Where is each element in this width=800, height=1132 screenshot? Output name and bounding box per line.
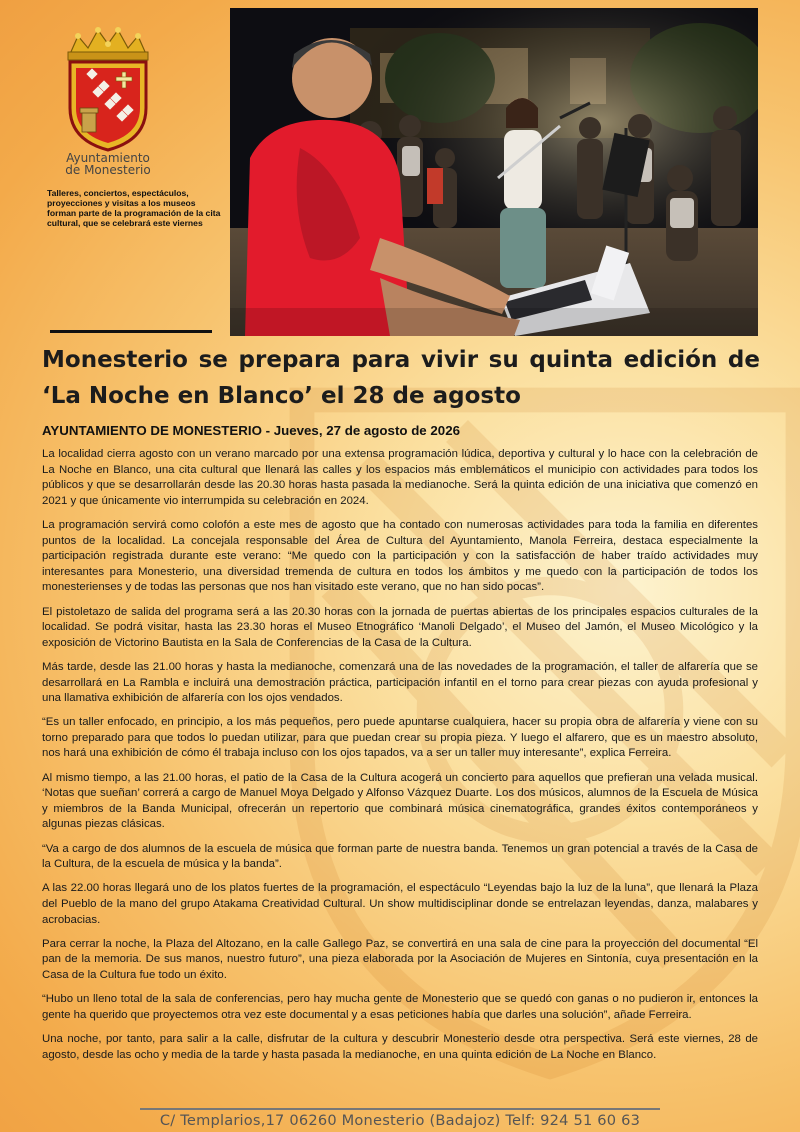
article-paragraph: Más tarde, desde las 21.00 horas y hasta la medianoche, comenzará una de las novedades de la programación, el taller de alfarería que se desarrollará en La Rambla e incluirá una demostración práctica, participación infantil en el torno para crear piezas con ayuda profesional y una llamativa exhibición de alfarería con los ojos vendados. [42,660,758,705]
article-paragraph: La localidad cierra agosto con un verano marcado por una extensa programación lúdica, deportiva y cultural y lo hace con la celebración de La Noche en Blanco, una cita cultural que llenará las calles y los espacios más emblemáticos el municipio con actividades para todos los públicos y que se desarrollarán desde las 20.30 horas hasta pasada la medianoche. Será la quinta edición de una iniciativa que comenzó en 2021 y que únicamente vio interrumpida su celebración en 2024. [42,448,758,507]
article-headline: Monesterio se prepara para vivir su quinta edición de ‘La Noche en Blanco’ el 28 de agosto [42,347,760,409]
article-paragraph: “Hubo un lleno total de la sala de conferencias, pero hay mucha gente de Monesterio que se quedó con ganas o no pudieron ir, entonces la gente ha querido que proyectemos otra vez este documental y a esas peticiones había que darles una solución”, añade Ferreira. [42,993,758,1021]
footer-divider [140,1108,660,1110]
article-paragraph: “Va a cargo de dos alumnos de la escuela de música que forman parte de nuestra banda. Tenemos un gran potencial a través de la Casa de la Cultura, de la escuela de música y la banda”. [42,842,758,871]
section-divider [50,330,212,333]
event-photo [230,8,758,336]
article-body [42,447,758,1072]
article-paragraph: Una noche, por tanto, para salir a la calle, disfrutar de la cultura y descubrir Monesterio desde otra perspectiva. Será este viernes, 28 de agosto, desde las ocho y media de la tarde y hasta pasada la medianoche, en una quinta edición de La Noche en Blanco. [42,1032,758,1061]
article-paragraph: Para cerrar la noche, la Plaza del Altozano, en la calle Gallego Paz, se convertirá en una sala de cine para la proyección del documental “El pan de la memoria. De sus manos, nuestro futuro”, una pieza elaborada por la Asociación de Mujeres en Sintonía, cuya presentación en la Casa de la Cultura fue todo un éxito. [42,937,758,981]
footer-address: C/ Templarios,17 06260 Monesterio (Badajoz) Telf: 924 51 60 63 [159,1112,641,1129]
logo-name-line2: de Monesterio [65,163,151,177]
article-paragraph: “Es un taller enfocado, en principio, a los más pequeños, pero puede apuntarse cualquiera, hacer su propia obra de alfarería y viene con su torno preparado para que todos lo puedan utilizar, para que puedan crear su propia pieza. Y luego el alfarero, que es un maestro absoluto, nos hará una exhibición de cómo él trabaja incluso con los ojos tapados, va a ser un taller muy interesante”, explica Ferreira. [42,716,758,760]
photo-caption: Talleres, conciertos, espectáculos, proyecciones y visitas a los museos forman parte de la programación de la cita cultural, que se celebrará este viernes [47,188,221,228]
article-byline: AYUNTAMIENTO DE MONESTERIO - Jueves, 27 de agosto de 2026 [42,423,460,438]
article-paragraph: A las 22.00 horas llegará uno de los platos fuertes de la programación, el espectáculo “Leyendas bajo la luz de la luna”, que llenará la Plaza del Pueblo de la mano del grupo Atakama Creatividad Cultural. Un show multidisciplinar donde se entrelazan leyendas, danza, malabares y acrobacias. [42,882,758,926]
coat-of-arms-icon [58,24,158,152]
article-paragraph: La programación servirá como colofón a este mes de agosto que ha contado con numerosas actividades para toda la familia en diferentes puntos de la localidad. La concejala responsable del Área de Cultura del Ayuntamiento, Manola Ferreira, destaca especialmente la participación registrada durante este verano: “Me quedo con la participación y con la satisfacción de haber traído actividades muy interesantes para Monesterio, una diversidad tremenda de cultura en todos los ámbitos y me quedo con la participación de todos los monesterienses y de todas las personas que nos han visitado este verano, que no han sido pocas”. [42,518,758,594]
logo-name-line1: Ayuntamiento [66,151,150,165]
article-paragraph: Al mismo tiempo, a las 21.00 horas, el patio de la Casa de la Cultura acogerá un concierto para aquellos que prefieran una velada musical. ‘Notas que sueñan’ correrá a cargo de Manuel Moya Delgado y Alfonso Vázquez Duarte. Los dos músicos, alumnos de la Escuela de Música y miembros de la Banda Municipal, ofrecerán un repertorio que combinará música cinematográfica, grandes éxitos contemporáneos y algunas piezas clásicas. [42,771,758,831]
article-paragraph: El pistoletazo de salida del programa será a las 20.30 horas con la jornada de puertas abiertas de los principales espacios culturales de la localidad. Se podrá visitar, hasta las 23.30 horas el Museo Etnográfico ‘Manoli Delgado’, el Museo del Jamón, el Museo Micológico y la exposición de Victorino Bautista en la Sala de Conferencias de la Casa de la Cultura. [42,605,758,649]
logo-name [58,152,158,176]
